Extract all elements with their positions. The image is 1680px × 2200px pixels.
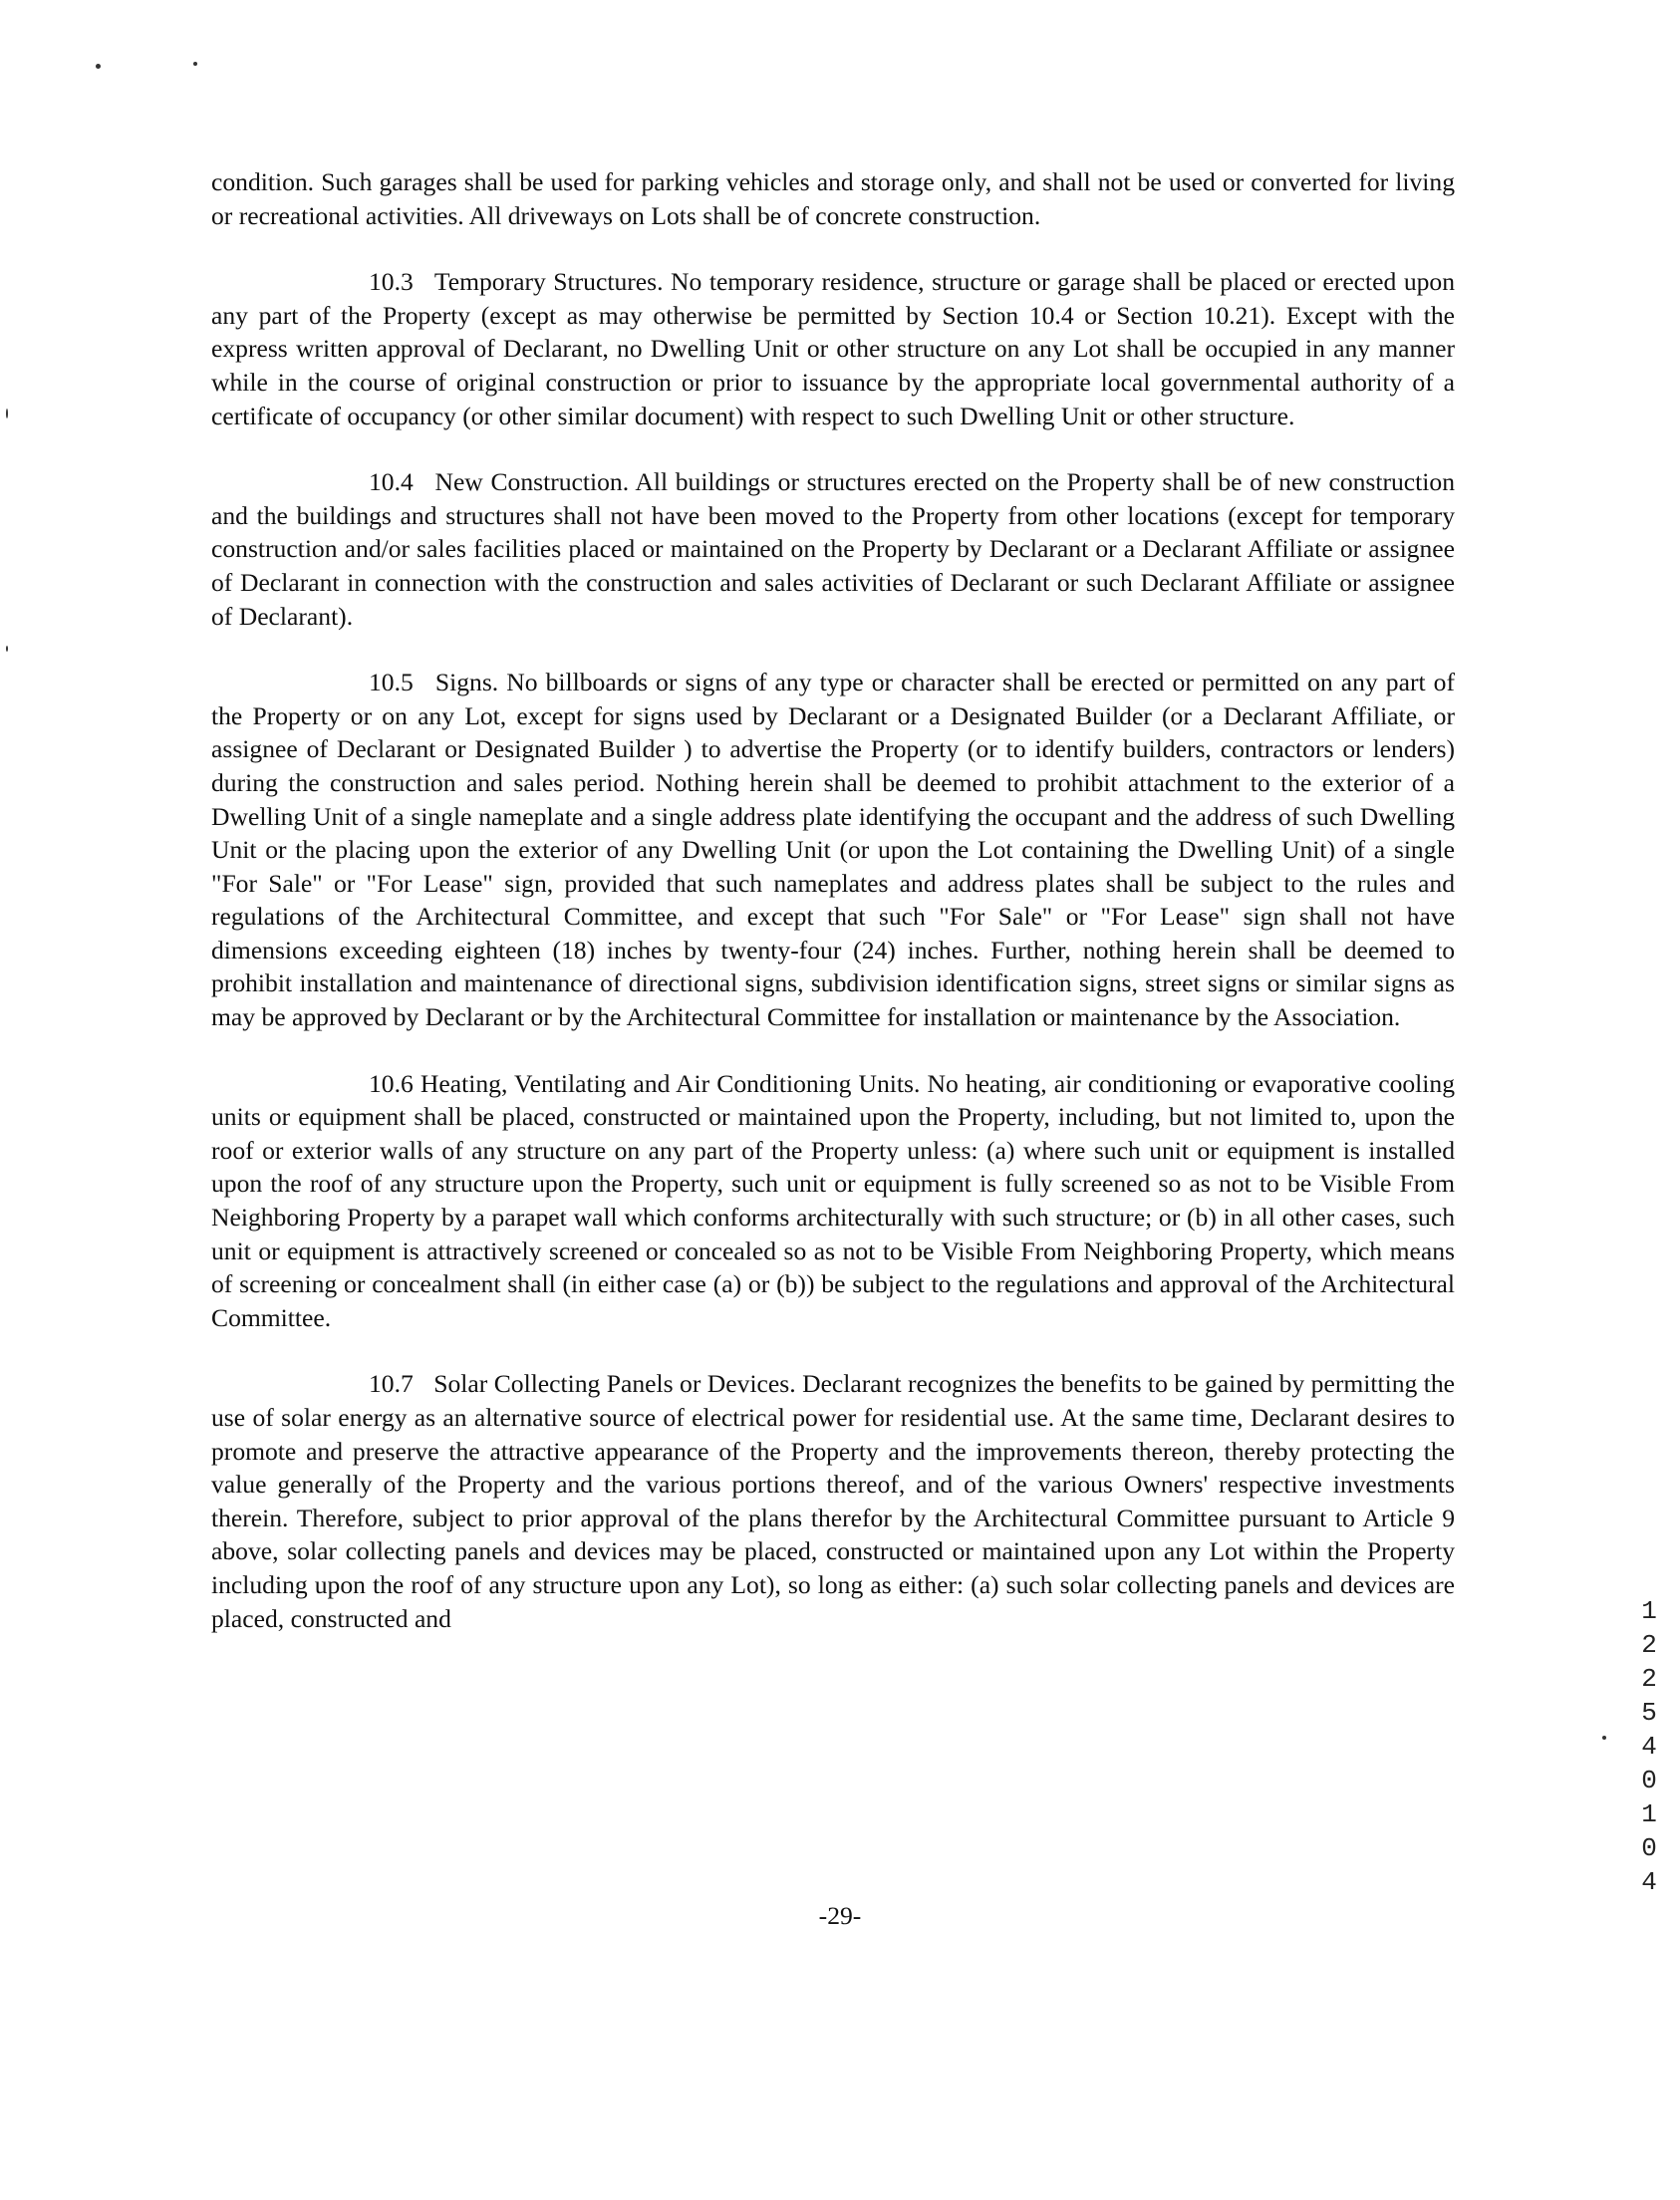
document-body bbox=[211, 165, 1455, 1635]
section-number: 10.5 bbox=[369, 668, 414, 697]
scan-speck bbox=[1602, 1736, 1606, 1740]
section-body: Declarant recognizes the benefits to be gained by permitting the use of solar energy as an alternative source of electrical power for residential use. At the same time, Declarant desires to promote and preserve the attractive appearance of the Property and the improvements thereon, thereby protecting the value generally of the Property and the various portions thereof, and of the various Owners' respective investments therein. Therefore, subject to prior approval of the plans therefor by the Architectural Committee pursuant to Article 9 above, solar collecting panels and devices may be placed, constructed or maintained upon any Lot within the Property including upon the roof of any structure upon any Lot), so long as either: (a) such solar collecting panels and devices are placed, constructed and bbox=[211, 1369, 1456, 1633]
section-body: No temporary residence, structure or garage shall be placed or erected upon any part of the Property (except as may otherwise be permitted by Section 10.4 or Section 10.21). Except with the express written approval of Declarant, no Dwelling Unit or other structure on any Lot shall be occupied in any manner while in the course of original construction or prior to issuance by the appropriate local governmental authority of a certificate of occupancy (or other similar document) with respect to such Dwelling Unit or other structure. bbox=[211, 267, 1456, 430]
section-10-3 bbox=[211, 265, 1455, 432]
section-number: 10.3 bbox=[369, 267, 414, 297]
section-10-6 bbox=[211, 1067, 1455, 1335]
section-10-5 bbox=[211, 666, 1455, 1034]
recording-stamp: 12254 0104 bbox=[1641, 1596, 1657, 1897]
section-10-4 bbox=[211, 465, 1455, 633]
section-heading: Temporary Structures. bbox=[433, 267, 664, 297]
intro-paragraph-text: condition. Such garages shall be used for parking vehicles and storage only, and shall not be used or converted for living or recreational activities. All driveways on Lots shall be of concrete construction. bbox=[211, 167, 1455, 230]
page-number: -29- bbox=[818, 1901, 862, 1930]
intro-paragraph bbox=[211, 165, 1455, 232]
section-body: No billboards or signs of any type or character shall be erected or permitted on any part of the Property or on any Lot, except for signs used by Declarant or a Designated Builder (or a Declarant Affiliate, or assignee of Declarant or Designated Builder ) to advertise the Property (or to identify builders, contractors or lenders) during the construction and sales period. Nothing herein shall be deemed to prohibit attachment to the exterior of a Dwelling Unit of a single nameplate and a single address plate identifying the occupant and the address of such Dwelling Unit or the placing upon the exterior of any Dwelling Unit (or upon the Lot containing the Dwelling Unit) of a single "For Sale" or "For Lease" sign, provided that such nameplates and address plates shall be subject to the rules and regulations of the Architectural Committee, and except that such "For Sale" or "For Lease" sign shall not have dimensions exceeding eighteen (18) inches by twenty-four (24) inches. Further, nothing herein shall be deemed to prohibit installation and maintenance of directional signs, subdivision identification signs, street signs or similar signs as may be approved by Declarant or by the Architectural Committee for installation or maintenance by the Association. bbox=[211, 668, 1455, 1032]
scan-speck bbox=[6, 646, 8, 652]
section-heading: Solar Collecting Panels or Devices. bbox=[433, 1369, 796, 1399]
section-heading: Signs. bbox=[434, 668, 499, 697]
section-body: All buildings or structures erected on the Property shall be of new construction and the buildings and structures shall not have been moved to the Property from other locations (except for temporary construction and/or sales facilities placed or maintained on the Property by Declarant or a Declarant Affiliate or assignee of Declarant in connection with the construction and sales activities of Declarant or such Declarant Affiliate or assignee of Declarant). bbox=[211, 467, 1455, 631]
section-body: No heating, air conditioning or evaporative cooling units or equipment shall be placed, constructed or maintained upon the Property, including, but not limited to, upon the roof or exterior walls of any structure on any part of the Property unless: (a) where such unit or equipment is installed upon the roof of any structure upon the Property, such unit or equipment is fully screened so as not to be Visible From Neighboring Property by a parapet wall which conforms architecturally with such structure; or (b) in all other cases, such unit or equipment is attractively screened or concealed so as not to be Visible From Neighboring Property, which means of screening or concealment shall (in either case (a) or (b)) be subject to the regulations and approval of the Architectural Committee. bbox=[211, 1068, 1456, 1332]
section-number: 10.7 bbox=[369, 1369, 414, 1399]
section-heading: Heating, Ventilating and Air Conditioning Units. bbox=[420, 1068, 921, 1098]
section-number: 10.6 bbox=[369, 1068, 414, 1098]
scan-speck bbox=[6, 409, 8, 418]
section-number: 10.4 bbox=[369, 467, 414, 497]
section-10-7 bbox=[211, 1367, 1455, 1635]
scan-speck bbox=[96, 64, 101, 69]
scan-speck bbox=[193, 62, 197, 66]
section-heading: New Construction. bbox=[434, 467, 630, 497]
